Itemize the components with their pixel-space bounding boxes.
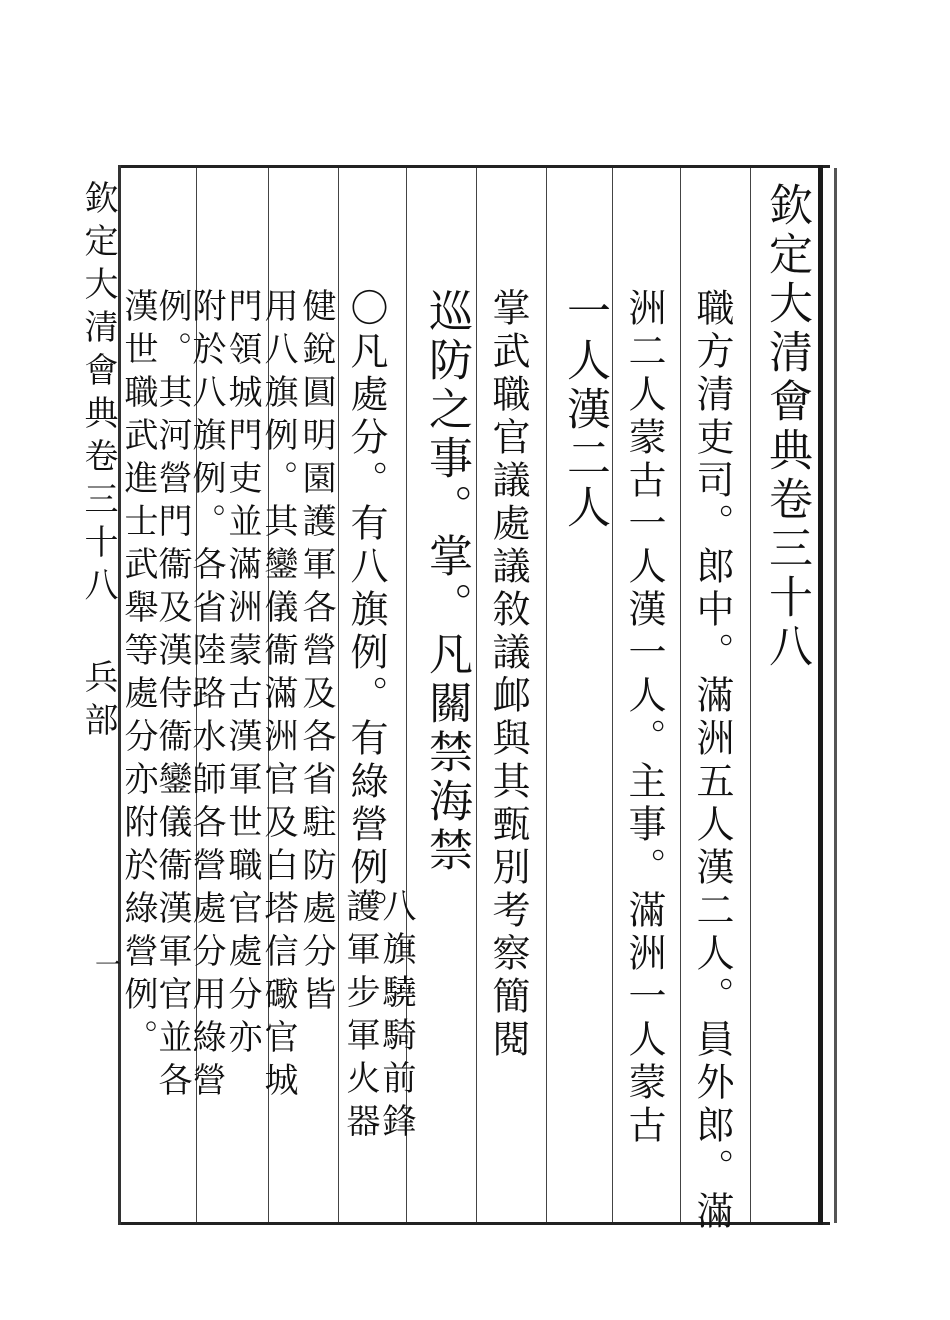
text-column-1: 職方清吏司。郎中。滿洲五人漢二人。員外郎。滿 <box>690 288 734 1234</box>
column-rule <box>476 168 477 1222</box>
frame-right-border <box>818 165 823 1225</box>
frame-right-border-outer <box>834 168 837 1223</box>
text-column-6: 〇凡處分。有八旗例。有綠營例。 <box>344 288 388 933</box>
note-column-4: 用八旗例。其鑾儀衞滿洲官及白塔信礮官城 <box>258 288 298 1105</box>
column-rule <box>612 168 613 1222</box>
text-column-5: 巡防之事。掌。凡關禁海禁 <box>421 288 472 876</box>
note-column-8: 漢世職武進士武舉等處分亦附於綠營例。 <box>118 288 158 1062</box>
note-column-1: 八旗驍騎前鋒 <box>376 888 416 1146</box>
volume-title: 欽定大清會典卷三十八 <box>761 182 812 672</box>
note-column-7: 例。其河營門衞及漢侍衞鑾儀衞漢軍官並各 <box>152 288 192 1105</box>
text-column-4: 掌武職官議處議敘議䘏與其甄別考察簡閱 <box>486 288 530 1062</box>
note-column-6: 附於八旗例。各省陸路水師各營處分用綠營 <box>186 288 226 1105</box>
column-rule <box>750 168 751 1222</box>
column-rule <box>680 168 681 1222</box>
text-column-2: 洲二人蒙古一人漢一人。主事。滿洲一人蒙古 <box>622 288 666 1148</box>
note-column-5: 門領城門吏並滿洲蒙古漢軍世職官處分亦 <box>222 288 262 1062</box>
page-number: 一 <box>95 951 122 981</box>
note-column-3: 健銳圓明園護軍各營及各省駐防處分皆 <box>296 288 336 1019</box>
column-rule <box>546 168 547 1222</box>
text-column-3: 一人漢二人 <box>559 288 610 533</box>
column-rule <box>338 168 339 1222</box>
margin-title: 欽定大清會典卷三十八 兵部 <box>78 180 118 745</box>
note-column-2: 護軍步軍火器 <box>340 888 380 1146</box>
